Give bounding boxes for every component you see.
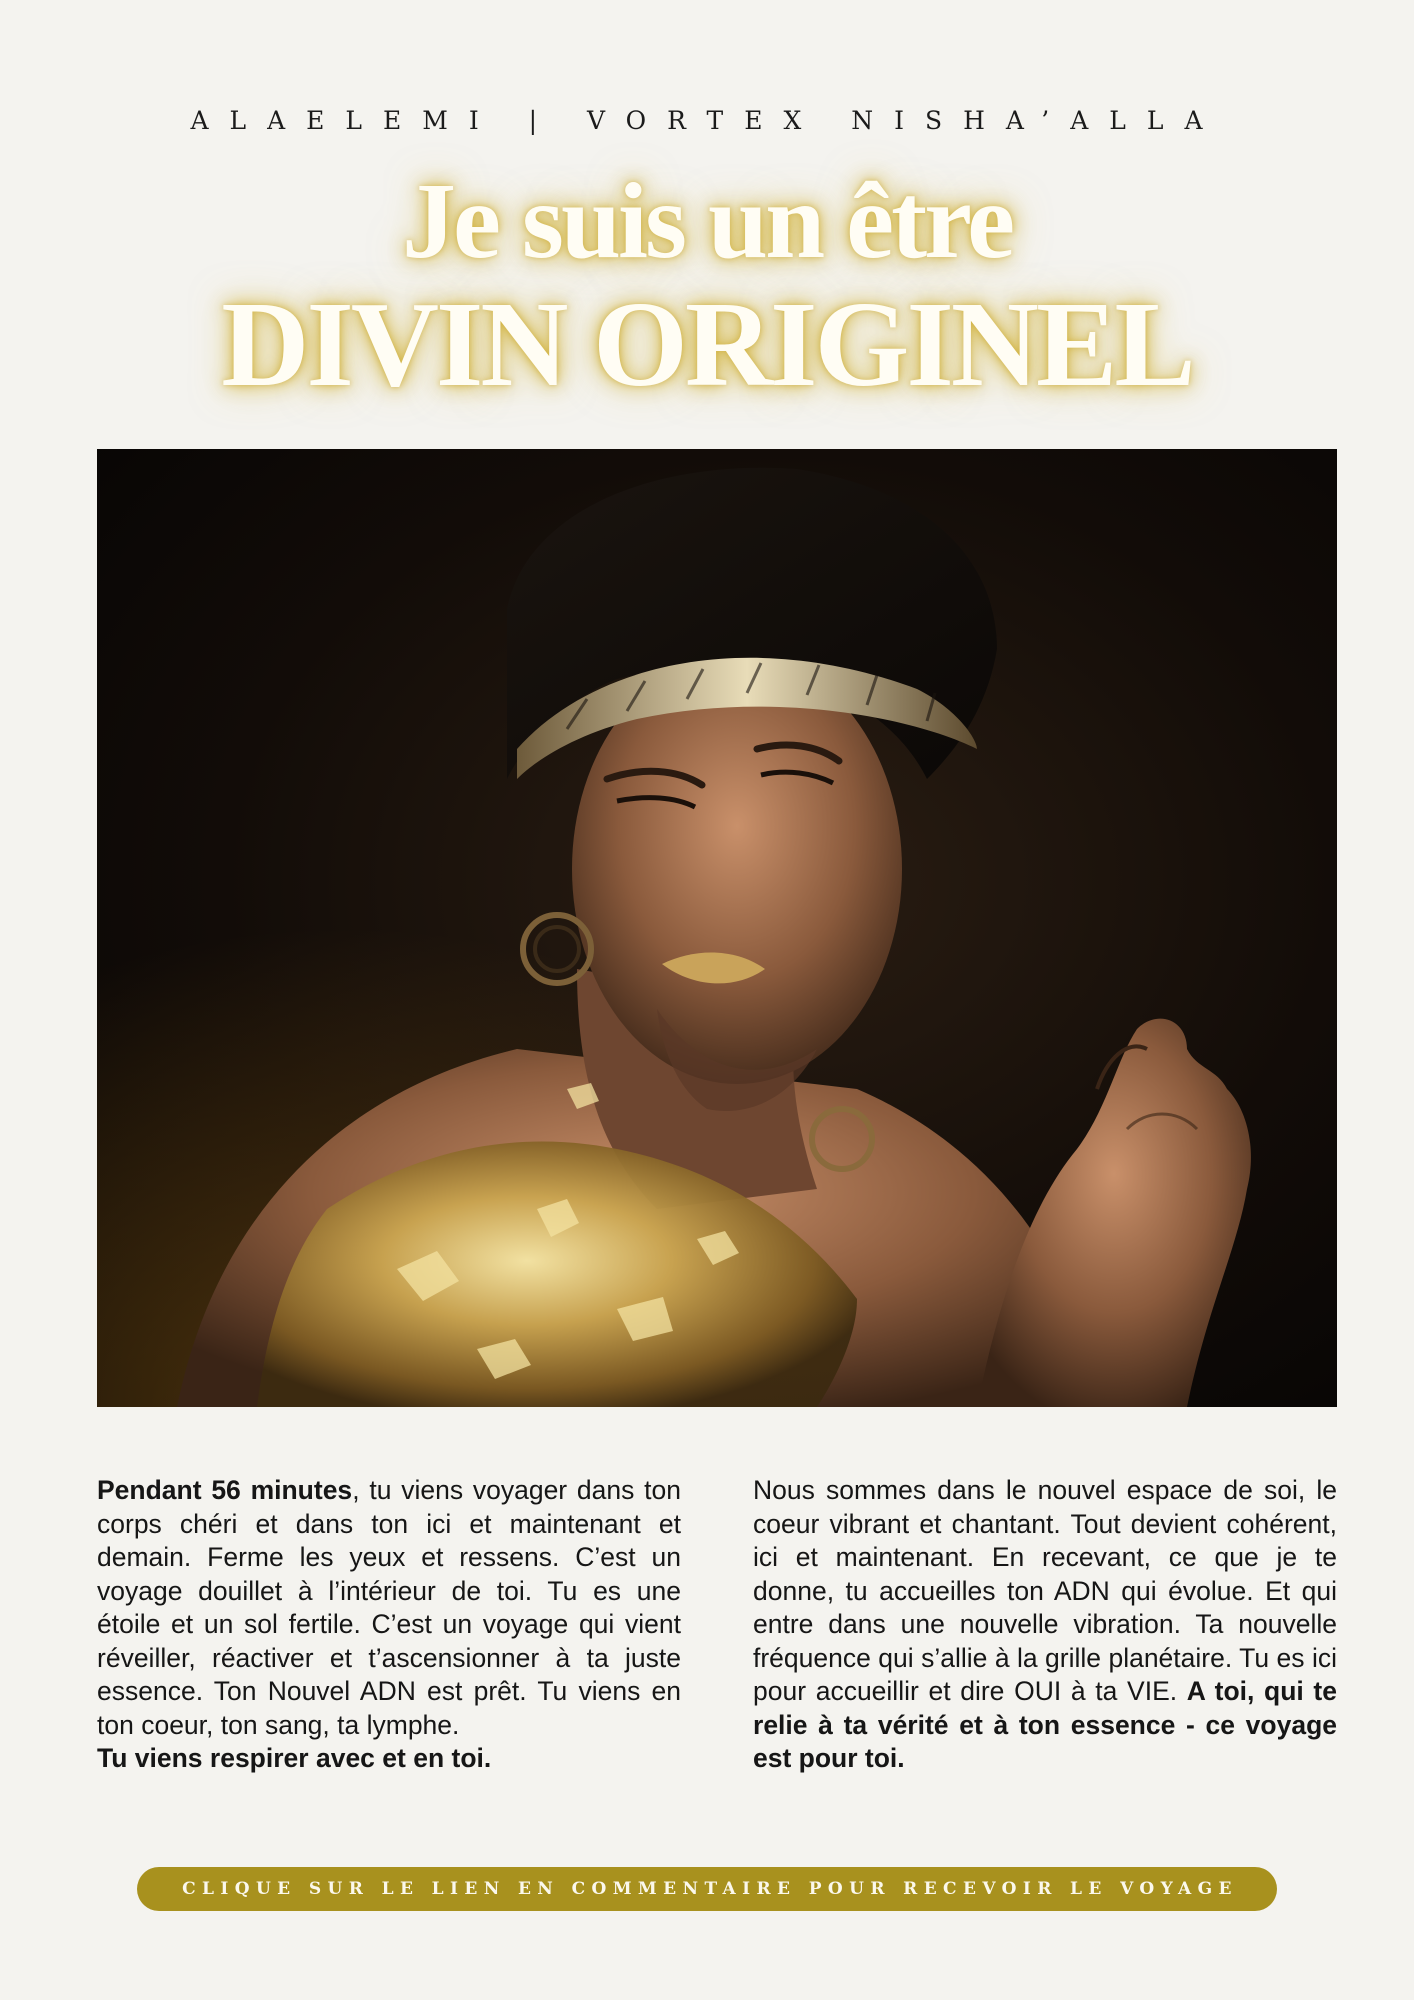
cta-banner[interactable]: CLIQUE SUR LE LIEN EN COMMENTAIRE POUR RECEVOIR LE VOYAGE <box>137 1867 1277 1911</box>
headline <box>0 162 1414 412</box>
intro-text-right: Nous sommes dans le nouvel espace de soi, le coeur vibrant et chantant. Tout devient cohérent, ici et maintenant. En recevant, ce que je te donne, tu accueilles ton ADN qui évolue. Et qui entre dans une nouvelle vibration. Ta nouvelle fréquence qui s’allie à la grille planétaire. Tu es ici pour accueillir et dire OUI à ta VIE. <box>753 1475 1337 1706</box>
intro-column-right <box>753 1474 1337 1776</box>
kicker-line: ALAELEMI | VORTEX NISHA’ALLA <box>190 106 1224 135</box>
intro-text-left: , tu viens voyager dans ton corps chéri et dans ton ici et maintenant et demain. Ferme les yeux et ressens. C’est un voyage douillet à l’intérieur de toi. Tu es une étoile et un sol fertile. C’est un voyage qui vient réveiller, réactiver et t’ascensionner à ta juste essence. Ton Nouvel ADN est prêt. Tu viens en ton coeur, ton sang, ta lymphe. <box>97 1475 681 1740</box>
headline-line-1: Je suis un être <box>401 162 1012 281</box>
hero-photo-illustration <box>97 449 1337 1407</box>
breathing-statement: Tu viens respirer avec et en toi. <box>97 1743 492 1773</box>
headline-line-2: DIVIN ORIGINEL <box>221 277 1193 412</box>
hero-photo <box>97 449 1337 1407</box>
intro-column-left <box>97 1474 681 1776</box>
essence-statement: A toi, qui te relie à ta vérité et à ton essence - ce voyage est pour toi. <box>753 1676 1337 1773</box>
duration-lead: Pendant 56 minutes <box>97 1475 353 1505</box>
